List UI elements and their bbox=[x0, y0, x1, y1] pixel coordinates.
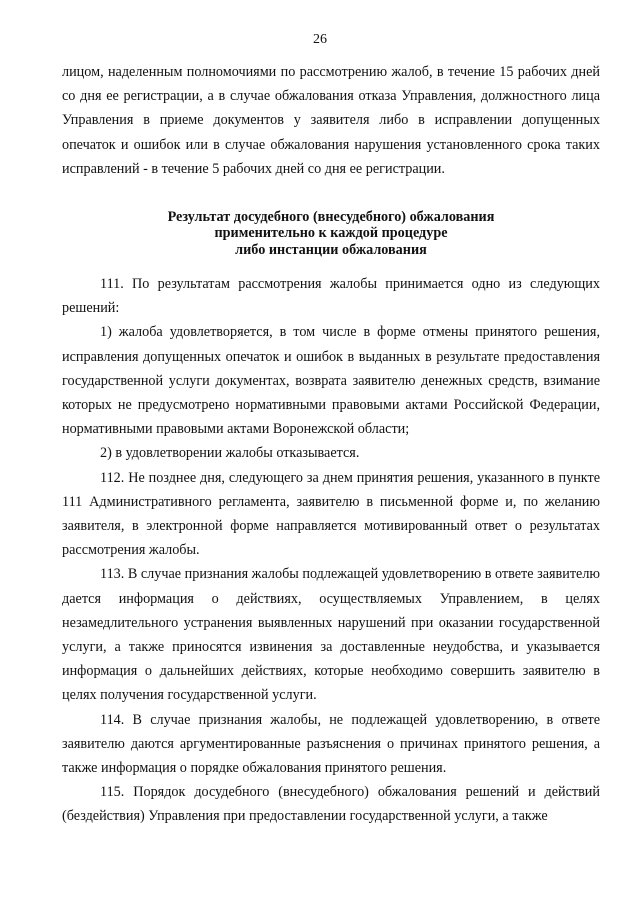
paragraph-111: 111. По результатам рассмотрения жалобы принимается одно из следующих решений: bbox=[62, 276, 600, 317]
paragraph-112: 112. Не позднее дня, следующего за днем принятия решения, указанного в пункте 111 Административного регламента, заявителю в письменной форме и, по желанию заявителя, в электронной форме направляется мотивированный ответ о результатах рассмотрения жалобы. bbox=[62, 469, 600, 559]
paragraph-111-item-1: 1) жалоба удовлетворяется, в том числе в форме отмены принятого решения, исправления допущенных опечаток и ошибок в выданных в результате предоставления государственной услуги документах, возврата заявителю денежных средств, взимание которых не предусмотрено нормативными правовыми актами Российской Федерации, нормативными правовыми актами Воронежской области; bbox=[62, 324, 600, 438]
heading-line-3: либо инстанции обжалования bbox=[235, 241, 427, 258]
paragraph-115: 115. Порядок досудебного (внесудебного) обжалования решений и действий (бездействия) Управления при предоставлении государственной услуги, а также bbox=[62, 784, 600, 825]
paragraph-114: 114. В случае признания жалобы, не подлежащей удовлетворению, в ответе заявителю даются аргументированные разъяснения о причинах принятого решения, а также информация о порядке обжалования принятого решения. bbox=[62, 711, 600, 777]
continuation-block bbox=[62, 60, 600, 181]
paragraphs-block bbox=[62, 272, 600, 829]
continuation-paragraph: лицом, наделенным полномочиями по рассмотрению жалоб, в течение 15 рабочих дней со дня ее регистрации, а в случае обжалования отказа Управления, должностного лица Управления в приеме документов у заявителя либо в исправлении допущенных опечаток и ошибок или в случае обжалования нарушения установленного срока таких исправлений - в течение 5 рабочих дней со дня ее регистрации. bbox=[62, 64, 600, 177]
page-number: 26 bbox=[313, 32, 327, 47]
heading-line-2: применительно к каждой процедуре bbox=[214, 225, 448, 242]
paragraph-111-item-2: 2) в удовлетворении жалобы отказывается. bbox=[100, 445, 360, 462]
heading-line-1: Результат досудебного (внесудебного) обжалования bbox=[167, 209, 495, 225]
paragraph-113: 113. В случае признания жалобы подлежащей удовлетворению в ответе заявителю дается информация о действиях, осуществляемых Управлением, в целях незамедлительного устранения выявленных нарушений при оказании государственной услуги, а также приносятся извинения за доставленные неудобства, и указывается информация о дальнейших действиях, которые необходимо совершить заявителю в целях получения государственной услуги. bbox=[62, 566, 600, 704]
section-heading bbox=[62, 209, 600, 258]
